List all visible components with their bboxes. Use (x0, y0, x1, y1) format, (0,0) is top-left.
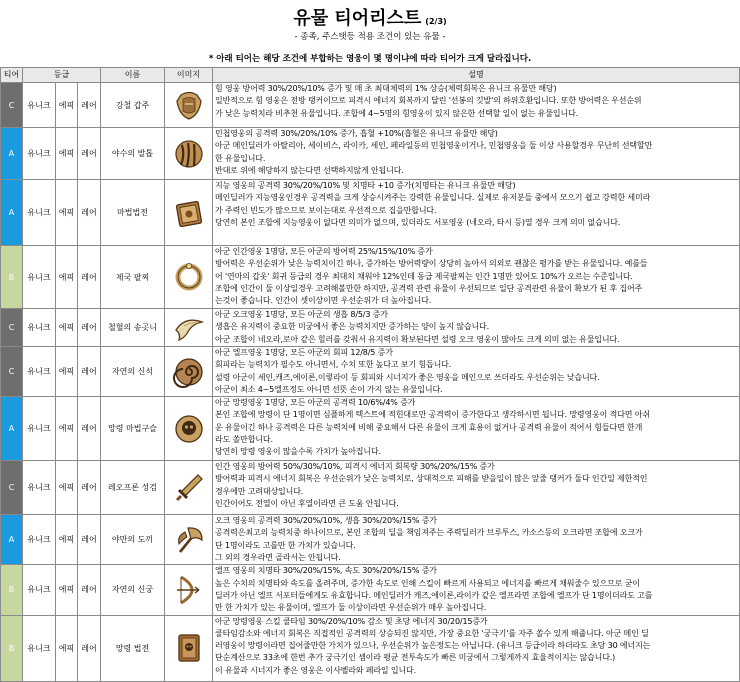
relic-name: 망령 법전 (101, 615, 165, 681)
description-line: 생흡은 유지력이 중요한 미궁에서 좋은 능력치지만 증가하는 양이 높지 않습니다. (215, 322, 490, 332)
bracelet-icon (171, 259, 207, 295)
grade-epic: 에픽 (56, 309, 78, 347)
bow-icon (171, 572, 207, 608)
description-line: 조합에 인간이 둘 이상일경우 고려해볼만한 하지만, 공격력 관련 유물이 우선되므로 일단 공격관련 유물이 확보가 된 후 집어주 (215, 283, 643, 293)
tier-badge: B (1, 565, 23, 615)
table-body (1, 83, 740, 682)
description-line: 반대로 위에 해당하지 않는다면 선택하지않게 안됩니다. (215, 165, 404, 175)
table-row (1, 461, 740, 515)
grade-epic: 에픽 (56, 515, 78, 565)
col-header-image: 이미지 (165, 68, 213, 83)
table-row (1, 180, 740, 246)
description-line: 공격력은최고의 능력치중 하나이므로, 본인 조합의 딜을 책임져주는 주력딜러가 브루투스, 카소스등의 오크라면 조합에 오크가 (215, 528, 643, 538)
relic-image-cell (165, 615, 213, 681)
description-line: 아군 망령영웅 스킬 쿨타임 30%/20%/10% 감소 및 초당 에너지 30/20/15증가 (215, 616, 488, 626)
grade-epic: 에픽 (56, 461, 78, 515)
grade-epic: 에픽 (56, 246, 78, 309)
relic-name: 야수의 발톱 (101, 128, 165, 180)
description-line: 아군 엘프영웅 1명당, 모든 아군의 회피 12/8/5 증가 (215, 348, 393, 357)
description-line: 가 낮은 능력치라 비추천 유물입니다. 조합에 4~5명의 힘영웅이 있지 않은한 선택할 일이 없는 유물입니다. (215, 108, 579, 118)
table-row (1, 347, 740, 397)
relic-image-cell (165, 515, 213, 565)
grade-rare: 레어 (78, 246, 101, 309)
tier-badge: B (1, 615, 23, 681)
description-line: 아군 메인딜러가 아탈리아, 세이비스, 라이카, 세인, 페라일등의 민첩영웅이거나, 민첩영웅을 둘 이상 사용할경우 무난히 선택할만 (215, 141, 653, 151)
armor-icon (171, 87, 207, 123)
description-line: 어 '연마의 갑옷' 회귀 등급의 경우 최대치 채워야 12%인데 동급 제국팔찌는 인간 1명만 있어도 10%가 오르는 수준입니다. (215, 271, 633, 281)
description-line: 당연히 본인 조합에 지능영웅이 없다면 의미가 없으며, 있더라도 서포영웅 (네오라, 타시 등)열 경우 크게 의미 없습니다. (215, 217, 621, 227)
relic-name: 망령 마법구슬 (101, 397, 165, 461)
relic-description (213, 128, 740, 180)
tier-badge: A (1, 515, 23, 565)
page-title (0, 4, 740, 30)
tier-badge: C (1, 83, 23, 128)
relic-description (213, 461, 740, 515)
description-line: 당연히 망령 영웅이 많을수록 가치가 높아집니다. (215, 447, 381, 457)
description-line: 운 유물이긴 하나 공격력은 다른 능력치에 비해 중요해서 다른 유물이 크게 효용이 없거나 공격력 유물이 적어서 힘들다면 한개 (215, 422, 643, 432)
relic-name: 제국 팔찌 (101, 246, 165, 309)
grade-epic: 에픽 (56, 83, 78, 128)
description-line: 힘 영웅 방어력 30%/20%/10% 증가 및 매 초 최대체력의 1% 상승(체력회복은 유니크 유물만 해당) (215, 84, 557, 93)
table-row (1, 309, 740, 347)
table-row (1, 397, 740, 461)
description-line: 엘프 영웅의 치명타 30%/20%/15%, 속도 30%/20%/15% 증가 (215, 566, 437, 576)
description-line: 민첩영웅의 공격력 30%/20%/10% 증가, 흡혈 +10%(흡혈은 유니크 유물만 해당) (215, 129, 498, 138)
title-block (0, 0, 740, 64)
description-line: 아군 망령영웅 1명당, 모든 아군의 공격력 10/6%/4% 증가 (215, 398, 416, 408)
description-line: 메인딜러가 지능영웅인경우 공격력을 크게 상승시켜주는 강력한 유물입니다. 실제로 유저분들 중에서 모으기 쉽고 강력한 세미라 (215, 193, 651, 203)
description-line: 설령 아군이 세인,캐즈,에이론,이렇라이 등 회피와 시너지가 좋은 영웅을 메인으로 쓰더라도 우선순위는 낮습니다. (215, 372, 600, 382)
description-line: 딜러가 아닌 엘프 서포터들에게도 유효합니다. 메인딜러가 캐즈,에이론,라이카 같은 엘프라면 조합에 엘프가 단 1명이더라도 고를 (215, 590, 653, 600)
grade-unique: 유니크 (23, 309, 56, 347)
description-line: 인간 영웅의 방어력 50%/30%/10%, 피격시 에너지 회복량 30%/20%/15% 증가 (215, 462, 495, 472)
grade-unique: 유니크 (23, 347, 56, 397)
relic-description (213, 565, 740, 615)
grade-rare: 레어 (78, 515, 101, 565)
title-text: 유물 티어리스트 (293, 8, 422, 29)
description-line: 아군 인간영웅 1명당, 모든 아군의 방어력 25%/15%/10% 증가 (215, 247, 433, 256)
table-row (1, 246, 740, 309)
grade-rare: 레어 (78, 397, 101, 461)
tier-notice: * 아래 티어는 해당 조건에 부합하는 영웅이 몇 명이냐에 따라 티어가 크게 달라집니다. (208, 54, 532, 64)
description-line: 아군 오크영웅 1명당, 모든 아군의 생흡 8/5/3 증가 (215, 310, 388, 319)
grade-unique: 유니크 (23, 565, 56, 615)
description-line: 본인 조합에 망령이 단 1명이면 심플하게 텍스트에 적힌대로만 공격력이 증가한다고 생각하시면 됩니다. 망령영웅이 적다면 아쉬 (215, 410, 650, 420)
description-line: 이 유물과 시너지가 좋은 영웅은 이사벨라와 페라일 입니다. (215, 665, 417, 675)
spiral-stone-icon (171, 354, 207, 390)
grade-epic: 에픽 (56, 565, 78, 615)
grade-unique: 유니크 (23, 83, 56, 128)
tier-badge: A (1, 397, 23, 461)
relic-description (213, 515, 740, 565)
relic-name: 자연의 신석 (101, 347, 165, 397)
relic-description (213, 83, 740, 128)
description-line: 일반적으로 힘 영웅은 전방 탱커이므로 피격시 에너지 회복까지 달린 '선봉의 깃발'의 하위호환입니다. 또한 방어력은 우선순위 (215, 96, 642, 106)
grade-rare: 레어 (78, 565, 101, 615)
table-header-row (1, 68, 740, 83)
grade-unique: 유니크 (23, 246, 56, 309)
description-line: 라도 쏠만합니다. (215, 435, 273, 445)
grade-rare: 레어 (78, 128, 101, 180)
description-line: 회피라는 능력치가 필수도 아니면서, 수치 또한 높다고 보기 힘듭니다. (215, 360, 452, 370)
relic-description (213, 309, 740, 347)
relic-description (213, 397, 740, 461)
grade-unique: 유니크 (23, 180, 56, 246)
page-indicator: (2/3) (425, 17, 447, 26)
tier-badge: A (1, 128, 23, 180)
grade-unique: 유니크 (23, 397, 56, 461)
description-line: 경우에만 고려대상입니다. (215, 486, 304, 496)
relic-image-cell (165, 397, 213, 461)
relic-description (213, 615, 740, 681)
subtitle: - 종족, 주스탯등 적용 조건이 있는 유물 - (294, 32, 446, 42)
col-header-grade: 등급 (23, 68, 101, 83)
relic-name: 자연의 신궁 (101, 565, 165, 615)
col-header-tier: 티어 (1, 68, 23, 83)
relic-image-cell (165, 83, 213, 128)
relic-name: 철혈의 송곳니 (101, 309, 165, 347)
table-row (1, 515, 740, 565)
description-line: 지능 영웅의 공격력 30%/20%/10% 및 치명타 +10 증가(치명타는 유니크 유물만 해당) (215, 181, 516, 190)
description-line: 방어력과 피격시 에너지 회복은 우선순위가 낮은 능력치로, 상대적으로 피해를 받을일이 많은 앞줄 탱커가 둘다 인간일 제한적인 (215, 474, 648, 484)
grade-unique: 유니크 (23, 128, 56, 180)
tier-badge: A (1, 180, 23, 246)
description-line: 아군이 최소 4~5엘프정도 아니면 선뜻 손이 가지 않는 유물입니다. (215, 384, 443, 394)
tier-badge: B (1, 246, 23, 309)
table-row (1, 128, 740, 180)
cursed-book-icon (171, 630, 207, 666)
grade-unique: 유니크 (23, 461, 56, 515)
relic-description (213, 180, 740, 246)
description-line: 만 한 가치가 있는 유물이며, 엘프가 둘 이상이라면 우선순위가 매우 높아집니다. (215, 603, 487, 613)
grade-epic: 에픽 (56, 347, 78, 397)
description-line: 한 유물입니다. (215, 153, 266, 163)
table-row (1, 83, 740, 128)
relic-description (213, 246, 740, 309)
relic-name: 강철 갑주 (101, 83, 165, 128)
description-line: 그 외의 경우라면 골라서는 안됩니다. (215, 553, 341, 563)
grade-rare: 레어 (78, 347, 101, 397)
relic-image-cell (165, 565, 213, 615)
col-header-name: 이름 (101, 68, 165, 83)
description-line: 는것이 좋습니다. 인간이 셋이상이면 우선순위가 더 높아집니다. (215, 296, 432, 306)
description-line: 방어력은 우선순위가 낮은 능력치이긴 하나, 증가하는 방어력량이 상당히 높아서 의외로 괜찮은 평가를 받는 유물입니다. 예를들 (215, 259, 648, 269)
grade-unique: 유니크 (23, 615, 56, 681)
relic-image-cell (165, 309, 213, 347)
description-line: 단순계산으로 33초에 한번 추가 궁극기인 셈이라 평균 전투속도가 빠른 미궁에서 그렇게까지 효율적이지는 않습니다.) (215, 653, 616, 663)
grade-epic: 에픽 (56, 615, 78, 681)
grade-epic: 에픽 (56, 397, 78, 461)
tier-badge: C (1, 347, 23, 397)
relic-table (0, 67, 740, 682)
holy-sword-icon (171, 470, 207, 506)
relic-description (213, 347, 740, 397)
description-line: 오크 영웅의 공격력 30%/20%/10%, 생흡 30%/20%/15% 증가 (215, 516, 437, 526)
table-row (1, 615, 740, 681)
tome-icon (171, 195, 207, 231)
relic-name: 야만의 도끼 (101, 515, 165, 565)
axe-icon (171, 522, 207, 558)
relic-image-cell (165, 461, 213, 515)
table-row (1, 565, 740, 615)
claw-icon (171, 136, 207, 172)
grade-rare: 레어 (78, 180, 101, 246)
tier-badge: C (1, 309, 23, 347)
grade-rare: 레어 (78, 309, 101, 347)
grade-unique: 유니크 (23, 515, 56, 565)
tier-badge: C (1, 461, 23, 515)
description-line: 쿨타임감소와 에너지 회복은 직접적인 공격력의 상승되진 않지만, 가장 중요한 '궁극기'를 자주 쏠수 있게 해줍니다. 아군 메인 딜 (215, 628, 649, 638)
description-line: 단 1명이라도 고를만 한 가치가 있습니다. (215, 540, 356, 550)
fang-icon (171, 310, 207, 346)
description-line: 인간이어도 전열이 아닌 후열이라면 큰 도움 안됩니다. (215, 499, 399, 509)
description-line: 러영웅이 망령이라면 집어줄만한 가치가 있으나, 우선순위가 높은정도는 아닙니다. (유니크 등급이라 하더라도 초당 30 에너지는 (215, 641, 651, 651)
relic-image-cell (165, 180, 213, 246)
relic-image-cell (165, 246, 213, 309)
description-line: 높은 수치의 치명타와 속도를 올려주며, 증가한 속도로 인해 스킬이 빠르게 사용되고 에너지를 빠르게 채워줄수 있으므로 굳이 (215, 578, 640, 588)
description-line: 가 주력인 빈도가 많으므로 보이는대로 우선적으로 집을만합니다. (215, 205, 437, 215)
relic-image-cell (165, 128, 213, 180)
skull-orb-icon (171, 411, 207, 447)
relic-name: 레오프론 성검 (101, 461, 165, 515)
grade-rare: 레어 (78, 83, 101, 128)
relic-name: 마법법전 (101, 180, 165, 246)
grade-epic: 에픽 (56, 128, 78, 180)
grade-epic: 에픽 (56, 180, 78, 246)
relic-image-cell (165, 347, 213, 397)
description-line: 아군 조합이 네오라,로아 같은 힐러를 갖춰서 유지력이 확보된다면 설령 오크 영웅이 많아도 크게 의미 없는 유물입니다. (215, 334, 620, 344)
grade-rare: 레어 (78, 615, 101, 681)
col-header-description: 설명 (213, 68, 740, 83)
grade-rare: 레어 (78, 461, 101, 515)
